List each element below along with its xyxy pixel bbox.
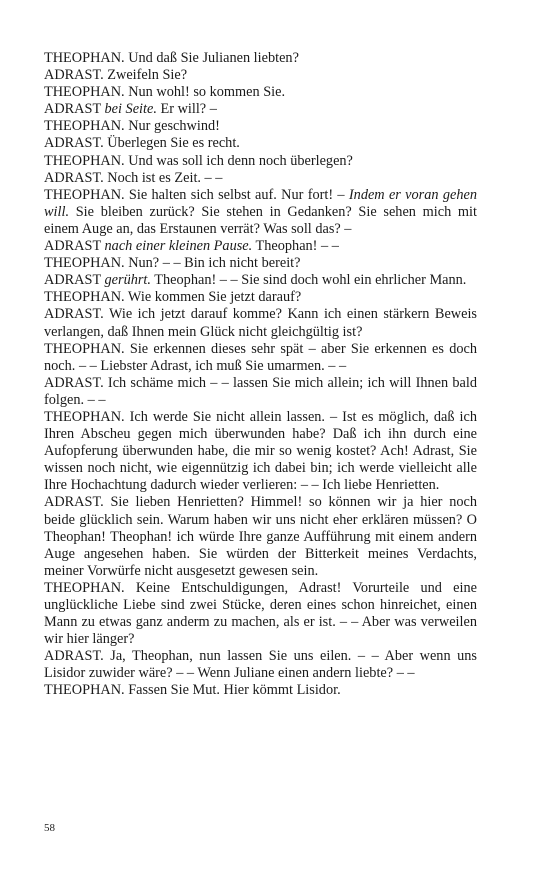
dialogue-paragraph: [44, 272, 477, 289]
dialogue-text: THEOPHAN. Fassen Sie Mut. Hier kömmt Lisidor.: [44, 682, 341, 699]
dialogue-text: THEOPHAN. Keine Entschuldigungen, Adrast! Vorurteile und eine unglückliche Liebe sind zwei Stücke, deren eines schon hinreichet, einen Mann zu etwas ganz anderm zu machen, als er ist. – – Aber was verweilen wir hier länger?: [44, 579, 477, 648]
dialogue-text: THEOPHAN. Ich werde Sie nicht allein lassen. – Ist es möglich, daß ich Ihren Abscheu gegen mich überwunden habe? Daß ich ihn durch eine Aufopferung überwunden habe, die mir so wenig kostet? Ach! Adrast, Sie wissen noch nicht, wie eigennützig ich dabei bin; ich werde vielleicht alle Ihre Hochachtung dadurch wieder verlieren: – – Ich liebe Henrietten.: [44, 408, 477, 494]
dialogue-paragraph: [44, 153, 477, 170]
dialogue-paragraph: [44, 255, 477, 272]
dialogue-text: THEOPHAN. Nun? – – Bin ich nicht bereit?: [44, 255, 301, 272]
dialogue-paragraph: [44, 494, 477, 579]
dialogue-text: ADRAST. Zweifeln Sie?: [44, 67, 188, 84]
dialogue-text: Theophan! – – Sie sind doch wohl ein ehrlicher Mann.: [150, 272, 467, 289]
dialogue-paragraph: [44, 238, 477, 255]
dialogue-text: THEOPHAN. Sie erkennen dieses sehr spät – aber Sie erkennen es doch noch. – – Liebster Adrast, ich muß Sie umarmen. – –: [44, 340, 477, 374]
dialogue-text: ADRAST. Ich schäme mich – – lassen Sie mich allein; ich will Ihnen bald folgen. – –: [44, 374, 477, 408]
dialogue-text: THEOPHAN. Und was soll ich denn noch überlegen?: [44, 152, 353, 169]
dialogue-text: Sie bleiben zurück? Sie stehen in Gedanken? Sie sehen mich mit einem Auge an, das Erstaunen verrät? Was soll das? –: [44, 203, 477, 237]
dialogue-paragraph: [44, 682, 477, 699]
dialogue-text: Er will? –: [156, 101, 217, 118]
dialogue-text: ADRAST: [44, 101, 105, 118]
dialogue-paragraph: [44, 170, 477, 187]
dialogue-text: THEOPHAN. Wie kommen Sie jetzt darauf?: [44, 289, 302, 306]
page-text: [44, 50, 477, 700]
dialogue-text: ADRAST. Ja, Theophan, nun lassen Sie uns eilen. – – Aber wenn uns Lisidor zuwider wäre? – – Wenn Juliane einen andern liebte? – –: [44, 648, 477, 682]
dialogue-text: Theophan! – –: [252, 238, 339, 255]
dialogue-paragraph: [44, 409, 477, 494]
dialogue-paragraph: [44, 135, 477, 152]
dialogue-paragraph: [44, 306, 477, 340]
dialogue-paragraph: [44, 50, 477, 67]
stage-direction: nach einer kleinen Pause.: [104, 238, 253, 255]
dialogue-paragraph: [44, 580, 477, 648]
dialogue-text: THEOPHAN. Nun wohl! so kommen Sie.: [44, 84, 286, 101]
dialogue-text: ADRAST: [44, 238, 105, 255]
page-number: 58: [44, 822, 55, 834]
dialogue-text: ADRAST. Überlegen Sie es recht.: [44, 135, 240, 152]
dialogue-text: ADRAST. Noch ist es Zeit. – –: [44, 169, 223, 186]
dialogue-text: THEOPHAN. Sie halten sich selbst auf. Nur fort! –: [44, 186, 349, 203]
dialogue-paragraph: [44, 375, 477, 409]
stage-direction: Indem er voran gehen will.: [44, 186, 477, 220]
dialogue-text: ADRAST: [44, 272, 105, 289]
dialogue-text: THEOPHAN. Und daß Sie Julianen liebten?: [44, 50, 299, 66]
dialogue-paragraph: [44, 341, 477, 375]
dialogue-paragraph: [44, 118, 477, 135]
stage-direction: bei Seite.: [104, 101, 157, 118]
dialogue-paragraph: [44, 187, 477, 238]
dialogue-paragraph: [44, 101, 477, 118]
stage-direction: gerührt.: [104, 272, 151, 289]
dialogue-paragraph: [44, 648, 477, 682]
dialogue-text: THEOPHAN. Nur geschwind!: [44, 118, 220, 135]
dialogue-paragraph: [44, 289, 477, 306]
dialogue-text: ADRAST. Wie ich jetzt darauf komme? Kann ich einen stärkern Beweis verlangen, daß Ihnen mein Glück nicht gleichgültig ist?: [44, 306, 477, 340]
dialogue-paragraph: [44, 84, 477, 101]
dialogue-text: ADRAST. Sie lieben Henrietten? Himmel! so können wir ja hier noch beide glücklich sein. Warum haben wir uns nicht eher erklären müssen? O Theophan! Theophan! ich würde Ihre ganze Aufführung mit einem andern Auge angesehen haben. Sie würden der Bitterkeit meines Verdachts, meiner Vorwürfe nicht ausgesetzt gewesen sein.: [44, 494, 477, 579]
dialogue-paragraph: [44, 67, 477, 84]
